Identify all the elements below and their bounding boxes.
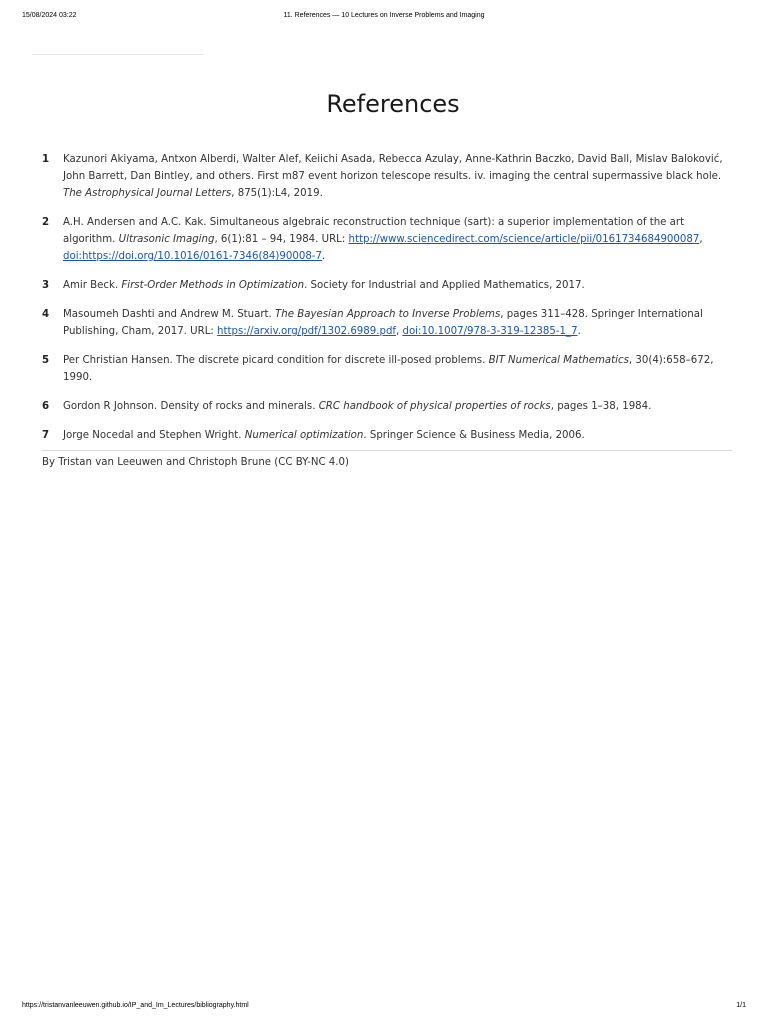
reference-text-segment: Jorge Nocedal and Stephen Wright.	[63, 430, 245, 441]
reference-title-italic: BIT Numerical Mathematics	[488, 355, 629, 366]
reference-text-segment: , 6(1):81 – 94, 1984. URL:	[214, 234, 349, 245]
reference-link[interactable]: doi:10.1007/978-3-319-12385-1_7	[402, 326, 578, 337]
reference-list	[42, 151, 732, 456]
print-doc-title: 11. References — 10 Lectures on Inverse Problems and Imaging	[283, 12, 485, 19]
reference-text-segment: Amir Beck.	[63, 280, 122, 291]
reference-item	[42, 398, 732, 415]
reference-text-segment: A.H. Andersen and A.C. Kak. Simultaneous algebraic reconstruction technique (sart): a superior implementation of the art algorithm.	[63, 217, 685, 245]
reference-title-italic: CRC handbook of physical properties of rocks	[318, 401, 551, 412]
reference-text-segment: ,	[699, 234, 703, 245]
reference-text-segment: . Society for Industrial and Applied Mathematics, 2017.	[304, 280, 585, 291]
reference-title-italic: Numerical optimization	[244, 430, 364, 441]
reference-link[interactable]: http://www.sciencedirect.com/science/article/pii/0161734684900087	[348, 234, 700, 245]
reference-text-segment: , 875(1):L4, 2019.	[231, 188, 323, 199]
reference-link[interactable]: doi:https://doi.org/10.1016/0161-7346(84)90008-7	[63, 251, 322, 262]
top-divider	[32, 54, 204, 55]
reference-item	[42, 352, 732, 386]
reference-text-segment: Per Christian Hansen. The discrete picard condition for discrete ill-posed problems.	[63, 355, 489, 366]
reference-number: 6	[42, 401, 50, 412]
reference-text	[63, 427, 732, 444]
reference-item	[42, 214, 732, 265]
reference-text-segment: , pages 1–38, 1984.	[550, 401, 652, 412]
reference-number: 4	[42, 309, 50, 320]
reference-text-segment: .	[321, 251, 326, 262]
reference-text-segment: .	[577, 326, 581, 337]
reference-number: 7	[42, 430, 50, 441]
print-url: https://tristanvanleeuwen.github.io/IP_and_Im_Lectures/bibliography.html	[22, 1002, 249, 1009]
reference-text	[63, 352, 732, 386]
reference-text	[63, 398, 732, 415]
reference-number: 5	[42, 355, 50, 366]
reference-text-segment: , pages 311–428. Springer International Publishing, Cham, 2017. URL:	[63, 309, 703, 337]
reference-item	[42, 427, 732, 444]
reference-title-italic: The Bayesian Approach to Inverse Problems	[275, 309, 501, 320]
reference-text-segment: Kazunori Akiyama, Antxon Alberdi, Walter Alef, Keiichi Asada, Rebecca Azulay, Anne-Kathrin Baczko, David Ball, Mislav Baloković, John Barrett, Dan Bintley, and others. First m87 event horizon telescope results. iv. imaging the central supermassive black hole.	[63, 154, 723, 182]
reference-text	[63, 306, 732, 340]
reference-title-italic: The Astrophysical Journal Letters	[63, 188, 232, 199]
reference-number: 3	[42, 280, 50, 291]
reference-text-segment: . Springer Science & Business Media, 2006.	[363, 430, 585, 441]
reference-text	[63, 277, 732, 294]
reference-title-italic: First-Order Methods in Optimization	[121, 280, 305, 291]
reference-text-segment: Masoumeh Dashti and Andrew M. Stuart.	[63, 309, 276, 320]
print-datetime: 15/08/2024 03:22	[22, 12, 77, 19]
reference-text-segment: ,	[396, 326, 403, 337]
reference-text	[63, 214, 732, 265]
author-byline: By Tristan van Leeuwen and Christoph Brune (CC BY-NC 4.0)	[42, 457, 349, 468]
print-footer	[0, 1002, 768, 1014]
reference-item	[42, 306, 732, 340]
footer-divider	[42, 450, 732, 451]
reference-item	[42, 151, 732, 202]
reference-number: 2	[42, 217, 50, 228]
reference-link[interactable]: https://arxiv.org/pdf/1302.6989.pdf	[217, 326, 396, 337]
reference-text-segment: Gordon R Johnson. Density of rocks and minerals.	[63, 401, 319, 412]
reference-number: 1	[42, 154, 50, 165]
print-header	[0, 12, 768, 24]
print-page-number: 1/1	[736, 1002, 746, 1009]
reference-text	[63, 151, 732, 202]
reference-title-italic: Ultrasonic Imaging	[118, 234, 215, 245]
reference-text-segment: , 30(4):658–672, 1990.	[63, 355, 714, 383]
page-title: References	[326, 90, 460, 118]
reference-item	[42, 277, 732, 294]
